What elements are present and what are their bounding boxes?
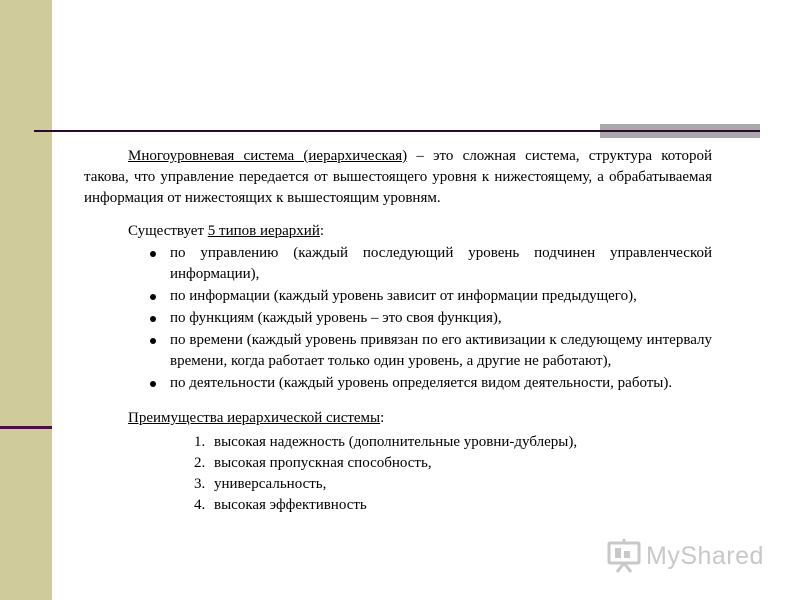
types-intro — [84, 221, 712, 242]
list-item-number: 3. — [194, 476, 206, 492]
list-item-number: 4. — [194, 497, 206, 513]
definition-term: Многоуровневая система (иерархическая) — [128, 148, 408, 164]
types-intro-link: 5 типов иерархий — [207, 223, 320, 239]
list-item-text: по деятельности (каждый уровень определяется видом деятельности, работы). — [170, 375, 673, 391]
bullet-icon — [150, 316, 156, 322]
header-rule-segment — [600, 130, 760, 132]
list-item — [128, 432, 712, 453]
list-item — [128, 474, 712, 495]
list-item — [128, 286, 712, 307]
list-item-text: высокая пропускная способность, — [214, 455, 432, 471]
types-intro-end: : — [319, 223, 325, 239]
advantages-heading-text: Преимущества иерархической системы — [128, 410, 381, 426]
list-item-text: по времени (каждый уровень привязан по его активизации к следующему интервалу времени, когда работает только один уровень, а другие не работают), — [170, 332, 712, 369]
list-item-text: по информации (каждый уровень зависит от информации предыдущего), — [170, 288, 637, 304]
advantages-heading-end: : — [380, 410, 385, 426]
bullet-icon — [150, 294, 156, 300]
bullet-icon — [150, 251, 156, 257]
left-sidebar-band — [0, 0, 52, 600]
sidebar-divider — [0, 426, 52, 429]
list-item-text: по управлению (каждый последующий уровень подчинен управленческой информации), — [170, 245, 712, 282]
list-item — [128, 495, 712, 516]
bullet-icon — [150, 381, 156, 387]
list-item — [128, 330, 712, 372]
list-item-number: 1. — [194, 434, 206, 450]
list-item-text: высокая эффективность — [214, 497, 367, 513]
presentation-board-icon — [606, 538, 642, 574]
types-list — [84, 243, 712, 394]
list-item-text: высокая надежность (дополнительные уровни-дублеры), — [214, 434, 578, 450]
advantages-heading — [128, 408, 712, 429]
list-item-text: по функциям (каждый уровень – это своя функция), — [170, 310, 502, 326]
list-item — [128, 308, 712, 329]
list-item — [128, 243, 712, 285]
hierarchy-types-section — [84, 221, 712, 394]
myshared-logo — [606, 536, 766, 576]
bullet-icon — [150, 338, 156, 344]
advantages-section — [84, 408, 712, 516]
advantages-list — [128, 432, 712, 516]
types-intro-text: Существует — [128, 223, 208, 239]
slide-content — [84, 146, 712, 516]
definition-text: – это сложная система, структура которой такова, что управление передается от вышестоящего уровня к нижестоящему, а обрабатываемая информация от нижестоящих к вышестоящим уровням. — [84, 148, 712, 206]
logo-wordmark: MyShared — [646, 541, 764, 570]
definition-paragraph — [84, 146, 712, 209]
list-item-number: 2. — [194, 455, 206, 471]
list-item — [128, 453, 712, 474]
list-item — [128, 373, 712, 394]
list-item-text: универсальность, — [214, 476, 327, 492]
